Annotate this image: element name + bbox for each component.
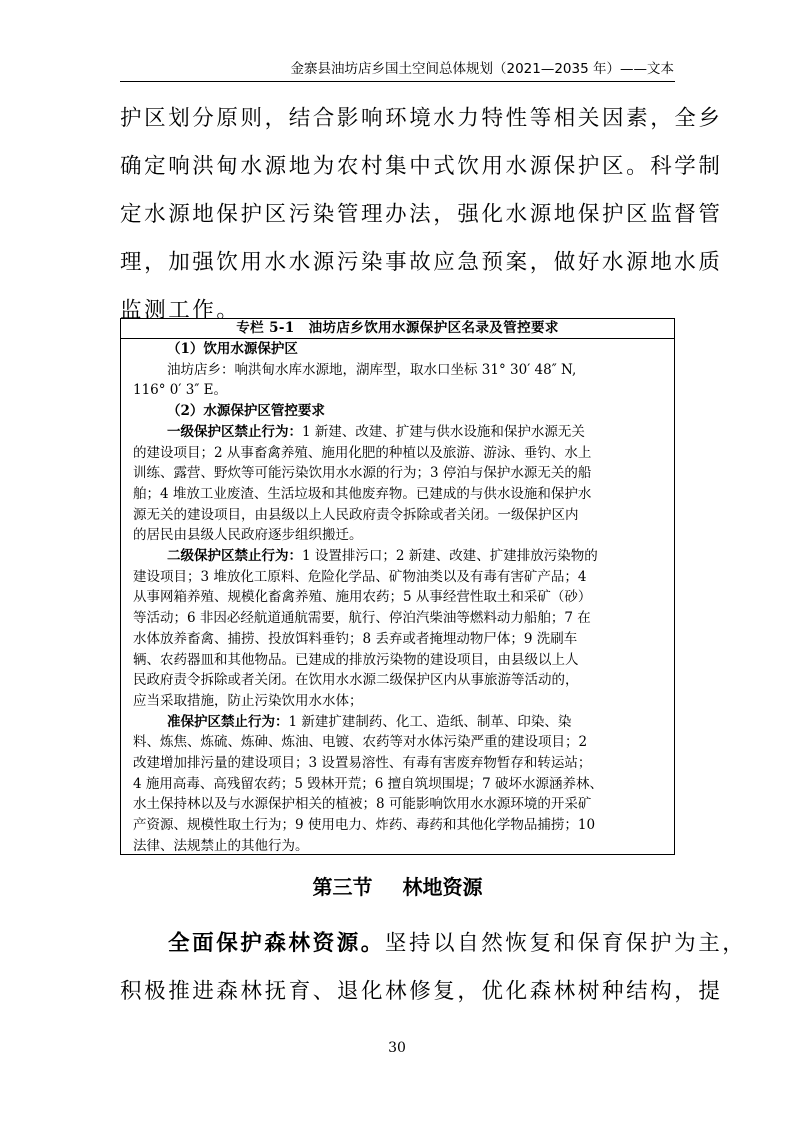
page-number: 30 <box>388 1040 406 1056</box>
text-line: 监测工作。 <box>120 298 241 323</box>
paragraph-lead: 全面保护森林资源。 <box>168 931 385 956</box>
level1-text: 1 新建、改建、扩建与供水设施和保护水源无关 <box>302 423 585 440</box>
quasi-text: 1 新建扩建制药、化工、造纸、制革、印染、染 <box>288 713 572 730</box>
text-line: 水体放养畜禽、捕捞、投放饵料垂钓；8 丢弃或者掩埋动物尸体；9 洗刷车 <box>133 630 578 647</box>
text-line: 积极推进森林抚育、退化林修复，优化森林树种结构，提 <box>120 979 723 1004</box>
level1-first-line <box>133 422 662 443</box>
text-line: 训练、露营、野炊等可能污染饮用水水源的行为；3 停泊与保护水源无关的船 <box>133 465 592 482</box>
feature-box <box>120 318 675 855</box>
text-line: 舶；4 堆放工业废渣、生活垃圾和其他废弃物。已建成的与供水设施和保护水 <box>133 485 592 502</box>
text-line: 改建增加排污量的建设项目；3 设置易溶性、有毒有害废弃物暂存和转运站； <box>133 755 592 772</box>
box-body <box>121 339 674 857</box>
text-line: 护区划分原则，结合影响环境水力特性等相关因素，全乡 <box>120 106 723 131</box>
text-line: 应当采取措施，防止污染饮用水水体； <box>133 692 363 709</box>
box-title: 专栏 5-1 油坊店乡饮用水源保护区名录及管控要求 <box>121 319 674 339</box>
text-line <box>120 920 747 968</box>
text-line: 料、炼焦、炼硫、炼砷、炼油、电镀、农药等对水体污染严重的建设项目；2 <box>133 734 588 751</box>
text-line: 法律、法规禁止的其他行为。 <box>133 837 309 854</box>
text-line: 4 施用高毒、高残留农药；5 毁林开荒；6 擅自筑坝围堤；7 破坏水源涵养林、 <box>133 775 604 792</box>
text-line: 理，加强饮用水水源污染事故应急预案，做好水源地水质 <box>120 250 723 275</box>
subheading-protection-areas: （1）饮用水源保护区 <box>167 341 298 357</box>
level2-first-line <box>133 546 662 567</box>
text-line: 确定响洪甸水源地为农村集中式饮用水源保护区。科学制 <box>120 154 723 179</box>
text-line: 产资源、规模性取土行为；9 使用电力、炸药、毒药和其他化学物品捕捞；10 <box>133 817 596 834</box>
running-header: 金寨县油坊店乡国土空间总体规划（2021—2035 年）——文本 <box>290 61 674 77</box>
section-heading <box>120 872 675 902</box>
text-line: 定水源地保护区污染管理办法，强化水源地保护区监督管 <box>120 202 723 227</box>
text-line: 从事网箱养殖、规模化畜禽养殖、施用农药；5 从事经营性取土和采矿（砂） <box>133 589 592 606</box>
text-line: 民政府责令拆除或者关闭。在饮用水水源二级保护区内从事旅游等活动的， <box>133 672 579 689</box>
text-line: 等活动；6 非因必经航道通航需要，航行、停泊汽柴油等燃料动力船舶；7 在 <box>133 610 591 627</box>
paragraph-text: 坚持以自然恢复和保育保护为主， <box>384 931 747 956</box>
text-line: 的居民由县级人民政府逐步组织搬迁。 <box>133 527 363 544</box>
intro-paragraph <box>120 95 723 335</box>
section-number: 第三节 <box>312 875 373 899</box>
text-line: 水土保持林以及与水源保护相关的植被；8 可能影响饮用水水源环境的开采矿 <box>133 796 592 813</box>
level2-label: 二级保护区禁止行为： <box>167 548 302 565</box>
forest-paragraph <box>120 920 747 1016</box>
section-title: 林地资源 <box>402 875 483 899</box>
subheading-control-requirements: （2）水源保护区管控要求 <box>167 403 325 420</box>
quasi-first-line <box>133 712 662 733</box>
level1-label: 一级保护区禁止行为： <box>167 423 302 440</box>
text-line: 源无关的建设项目，由县级以上人民政府责令拆除或者关闭。一级保护区内 <box>133 506 579 523</box>
text-line: 116° 0′ 3″ E。 <box>133 382 228 399</box>
text-line: 的建设项目；2 从事畜禽养殖、施用化肥的种植以及旅游、游泳、垂钓、水上 <box>133 444 592 461</box>
header-rule <box>120 81 675 82</box>
text-line: 油坊店乡：响洪甸水库水源地，湖库型，取水口坐标 31° 30′ 48″ N, <box>167 361 577 378</box>
level2-text: 1 设置排污口；2 新建、改建、扩建排放污染物的 <box>302 548 598 565</box>
quasi-label: 准保护区禁止行为： <box>167 713 289 730</box>
text-line: 辆、农药器皿和其他物品。已建成的排放污染物的建设项目，由县级以上人 <box>133 651 579 668</box>
text-line: 建设项目；3 堆放化工原料、危险化学品、矿物油类以及有毒有害矿产品；4 <box>133 568 587 585</box>
